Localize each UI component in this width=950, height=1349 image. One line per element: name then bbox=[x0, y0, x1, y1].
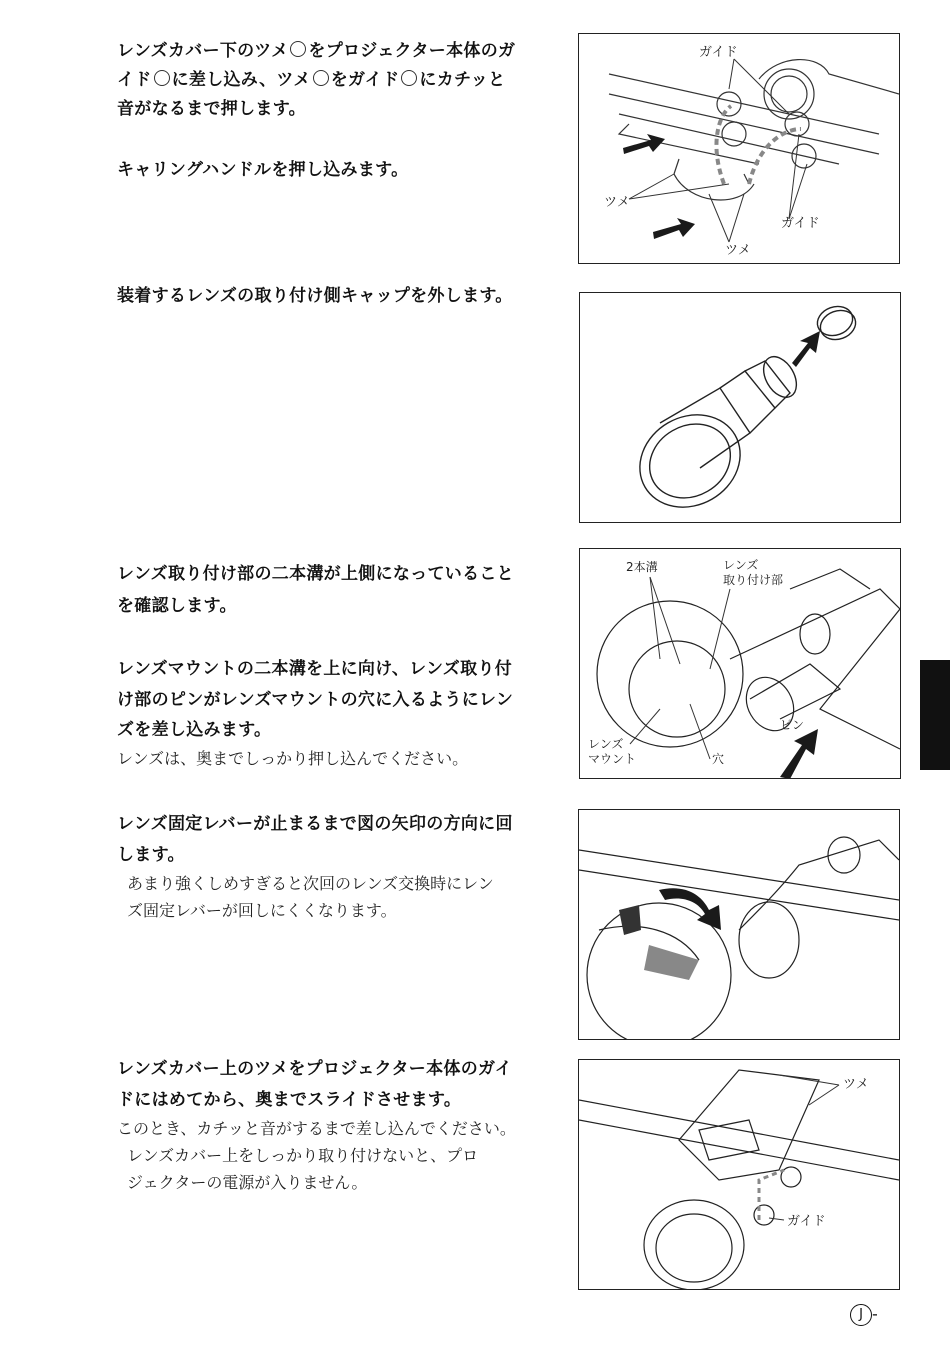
step1-text: イド bbox=[117, 70, 152, 90]
step7-note: レンズカバー上をしっかり取り付けないと、プロ bbox=[127, 1146, 479, 1165]
step7-note: このとき、カチッと音がするまで差し込んでください。 bbox=[117, 1119, 516, 1138]
cover-slide-illustration bbox=[579, 1060, 899, 1289]
step5-text: け部のピンがレンズマウントの穴に入るようにレン bbox=[117, 690, 514, 710]
step-carrying-handle: キャリングハンドルを押し込みます。 bbox=[117, 160, 409, 180]
label-guide-top: ガイド bbox=[699, 45, 738, 60]
page-suffix: - bbox=[872, 1304, 878, 1324]
step1-text: をプロジェクター本体のガ bbox=[308, 41, 516, 61]
step7-text: レンズカバー上のツメをプロジェクター本体のガイ bbox=[117, 1059, 513, 1079]
hole-symbol-icon bbox=[154, 70, 170, 86]
label-lens-mount-1: レンズ bbox=[588, 737, 624, 751]
label-guide: ガイド bbox=[787, 1214, 826, 1229]
step6-note: あまり強くしめすぎると次回のレンズ交換時にレン bbox=[127, 874, 494, 893]
label-lens-part-2: 取り付け部 bbox=[723, 573, 784, 587]
step5-text: レンズマウントの二本溝を上に向け、レンズ取り付 bbox=[117, 659, 513, 679]
step6-text: します。 bbox=[117, 845, 185, 865]
figure-lens-cover-attach bbox=[578, 33, 900, 264]
step5-note: レンズは、奥までしっかり押し込んでください。 bbox=[117, 749, 469, 768]
label-pin: ピン bbox=[780, 718, 805, 732]
hole-symbol-icon bbox=[401, 70, 417, 86]
step1-text: 音がなるまで押します。 bbox=[117, 99, 306, 119]
rotation-arrow-icon bbox=[659, 888, 721, 930]
lens-cap-illustration bbox=[580, 293, 900, 522]
step1-text: をガイド bbox=[330, 70, 400, 90]
step-turn-lever bbox=[117, 808, 542, 924]
step7-note: ジェクターの電源が入りません。 bbox=[127, 1173, 368, 1192]
label-tsume: ツメ bbox=[843, 1077, 869, 1092]
step7-text: ドにはめてから、奥までスライドさせます。 bbox=[117, 1090, 462, 1110]
step1-text: にカチッと bbox=[419, 70, 506, 90]
label-hole: 穴 bbox=[712, 752, 725, 766]
page-letter-circle: J bbox=[850, 1304, 872, 1326]
hole-symbol-icon bbox=[313, 70, 329, 86]
step-slide-cover bbox=[117, 1053, 542, 1196]
step4-text: レンズ取り付け部の二本溝が上側になっていること bbox=[117, 564, 514, 584]
step-check-grooves bbox=[117, 558, 542, 622]
hole-symbol-icon bbox=[290, 41, 306, 57]
step5-text: ズを差し込みます。 bbox=[117, 720, 272, 740]
step1-text: レンズカバー下のツメ bbox=[117, 41, 289, 61]
label-guide-bottom: ガイド bbox=[781, 216, 820, 231]
figure-insert-lens bbox=[579, 548, 901, 779]
label-tsume-bottom: ツメ bbox=[725, 243, 751, 258]
figure-turn-lever bbox=[578, 809, 900, 1040]
label-tsume-left: ツメ bbox=[604, 195, 630, 210]
page-number bbox=[850, 1304, 878, 1326]
step-lens-cover-attach bbox=[117, 37, 542, 124]
lens-mount-illustration bbox=[580, 549, 900, 778]
step6-note: ズ固定レバーが回しにくくなります。 bbox=[127, 901, 397, 920]
figure-slide-cover bbox=[578, 1059, 900, 1290]
arrow-icon bbox=[792, 331, 820, 367]
label-lens-part-1: レンズ bbox=[723, 558, 759, 572]
figure-remove-cap bbox=[579, 292, 901, 523]
step6-text: レンズ固定レバーが止まるまで図の矢印の方向に回 bbox=[117, 814, 513, 834]
section-tab bbox=[920, 660, 950, 770]
step-insert-lens bbox=[117, 654, 542, 772]
label-two-grooves: 2本溝 bbox=[626, 560, 658, 574]
lens-lever-illustration bbox=[579, 810, 899, 1039]
step4-text: を確認します。 bbox=[117, 596, 237, 616]
label-lens-mount-2: マウント bbox=[588, 752, 637, 766]
arrow-icon bbox=[780, 729, 818, 778]
lens-cover-illustration bbox=[579, 34, 899, 263]
step1-text: に差し込み、ツメ bbox=[171, 70, 311, 90]
step-remove-cap: 装着するレンズの取り付け側キャップを外します。 bbox=[117, 286, 513, 306]
